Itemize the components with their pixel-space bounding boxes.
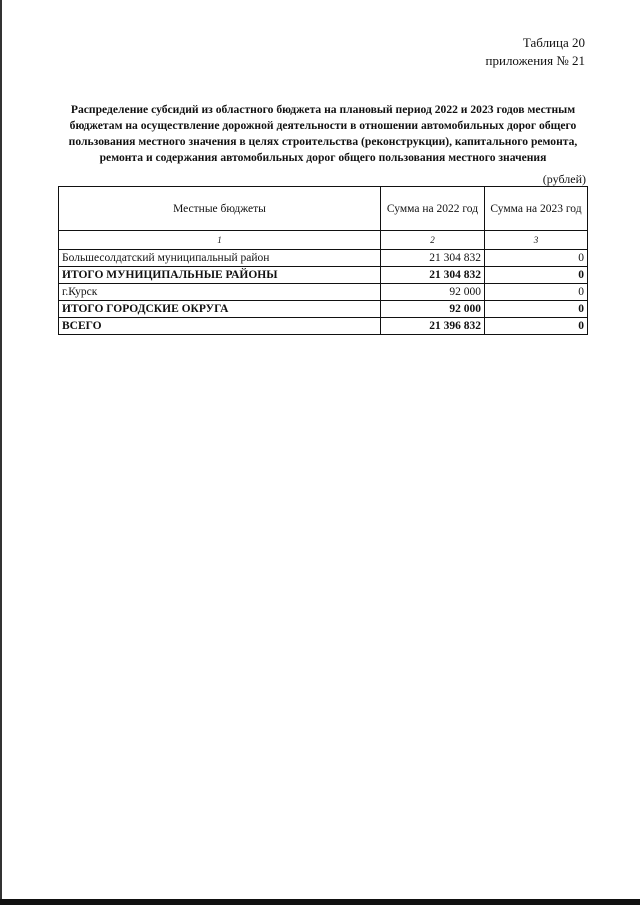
row-sum-2022: 21 396 832: [381, 318, 485, 335]
row-name: ВСЕГО: [59, 318, 381, 335]
row-sum-2023: 0: [485, 318, 588, 335]
column-header-2023: Сумма на 2023 год: [485, 187, 588, 231]
row-sum-2023: 0: [485, 284, 588, 301]
column-header-budgets: Местные бюджеты: [59, 187, 381, 231]
row-name: ИТОГО ГОРОДСКИЕ ОКРУГА: [59, 301, 381, 318]
table-number: Таблица 20: [522, 35, 585, 50]
column-number-3: 3: [485, 231, 588, 250]
column-number-row: [59, 231, 588, 250]
table-reference: [486, 34, 585, 70]
column-number-1: 1: [59, 231, 381, 250]
row-sum-2022: 92 000: [381, 301, 485, 318]
row-sum-2022: 92 000: [381, 284, 485, 301]
scan-edge-bottom: [0, 899, 640, 905]
table-row-subtotal: [59, 267, 588, 284]
subsidy-table: [58, 186, 588, 335]
scan-edge-left: [0, 0, 2, 905]
row-sum-2022: 21 304 832: [381, 267, 485, 284]
table-row: [59, 284, 588, 301]
units-label: (рублей): [542, 172, 586, 186]
row-name: ИТОГО МУНИЦИПАЛЬНЫЕ РАЙОНЫ: [59, 267, 381, 284]
row-sum-2023: 0: [485, 301, 588, 318]
table-row-total: [59, 318, 588, 335]
table-row-subtotal: [59, 301, 588, 318]
row-sum-2022: 21 304 832: [381, 250, 485, 267]
row-name: г.Курск: [59, 284, 381, 301]
table-header-row: [59, 187, 588, 231]
document-title: Распределение субсидий из областного бюджета на плановый период 2022 и 2023 годов местным бюджетам на осуществление дорожной деятельности в отношении автомобильных дорог общего пользования местного значения в целях строительства (реконструкции), капитального ремонта, ремонта и содержания автомобильных дорог общего пользования местного значения: [68, 103, 578, 164]
row-sum-2023: 0: [485, 250, 588, 267]
appendix-number: приложения № 21: [485, 53, 585, 68]
column-number-2: 2: [381, 231, 485, 250]
column-header-2022: Сумма на 2022 год: [381, 187, 485, 231]
row-name: Большесолдатский муниципальный район: [59, 250, 381, 267]
row-sum-2023: 0: [485, 267, 588, 284]
table-row: [59, 250, 588, 267]
